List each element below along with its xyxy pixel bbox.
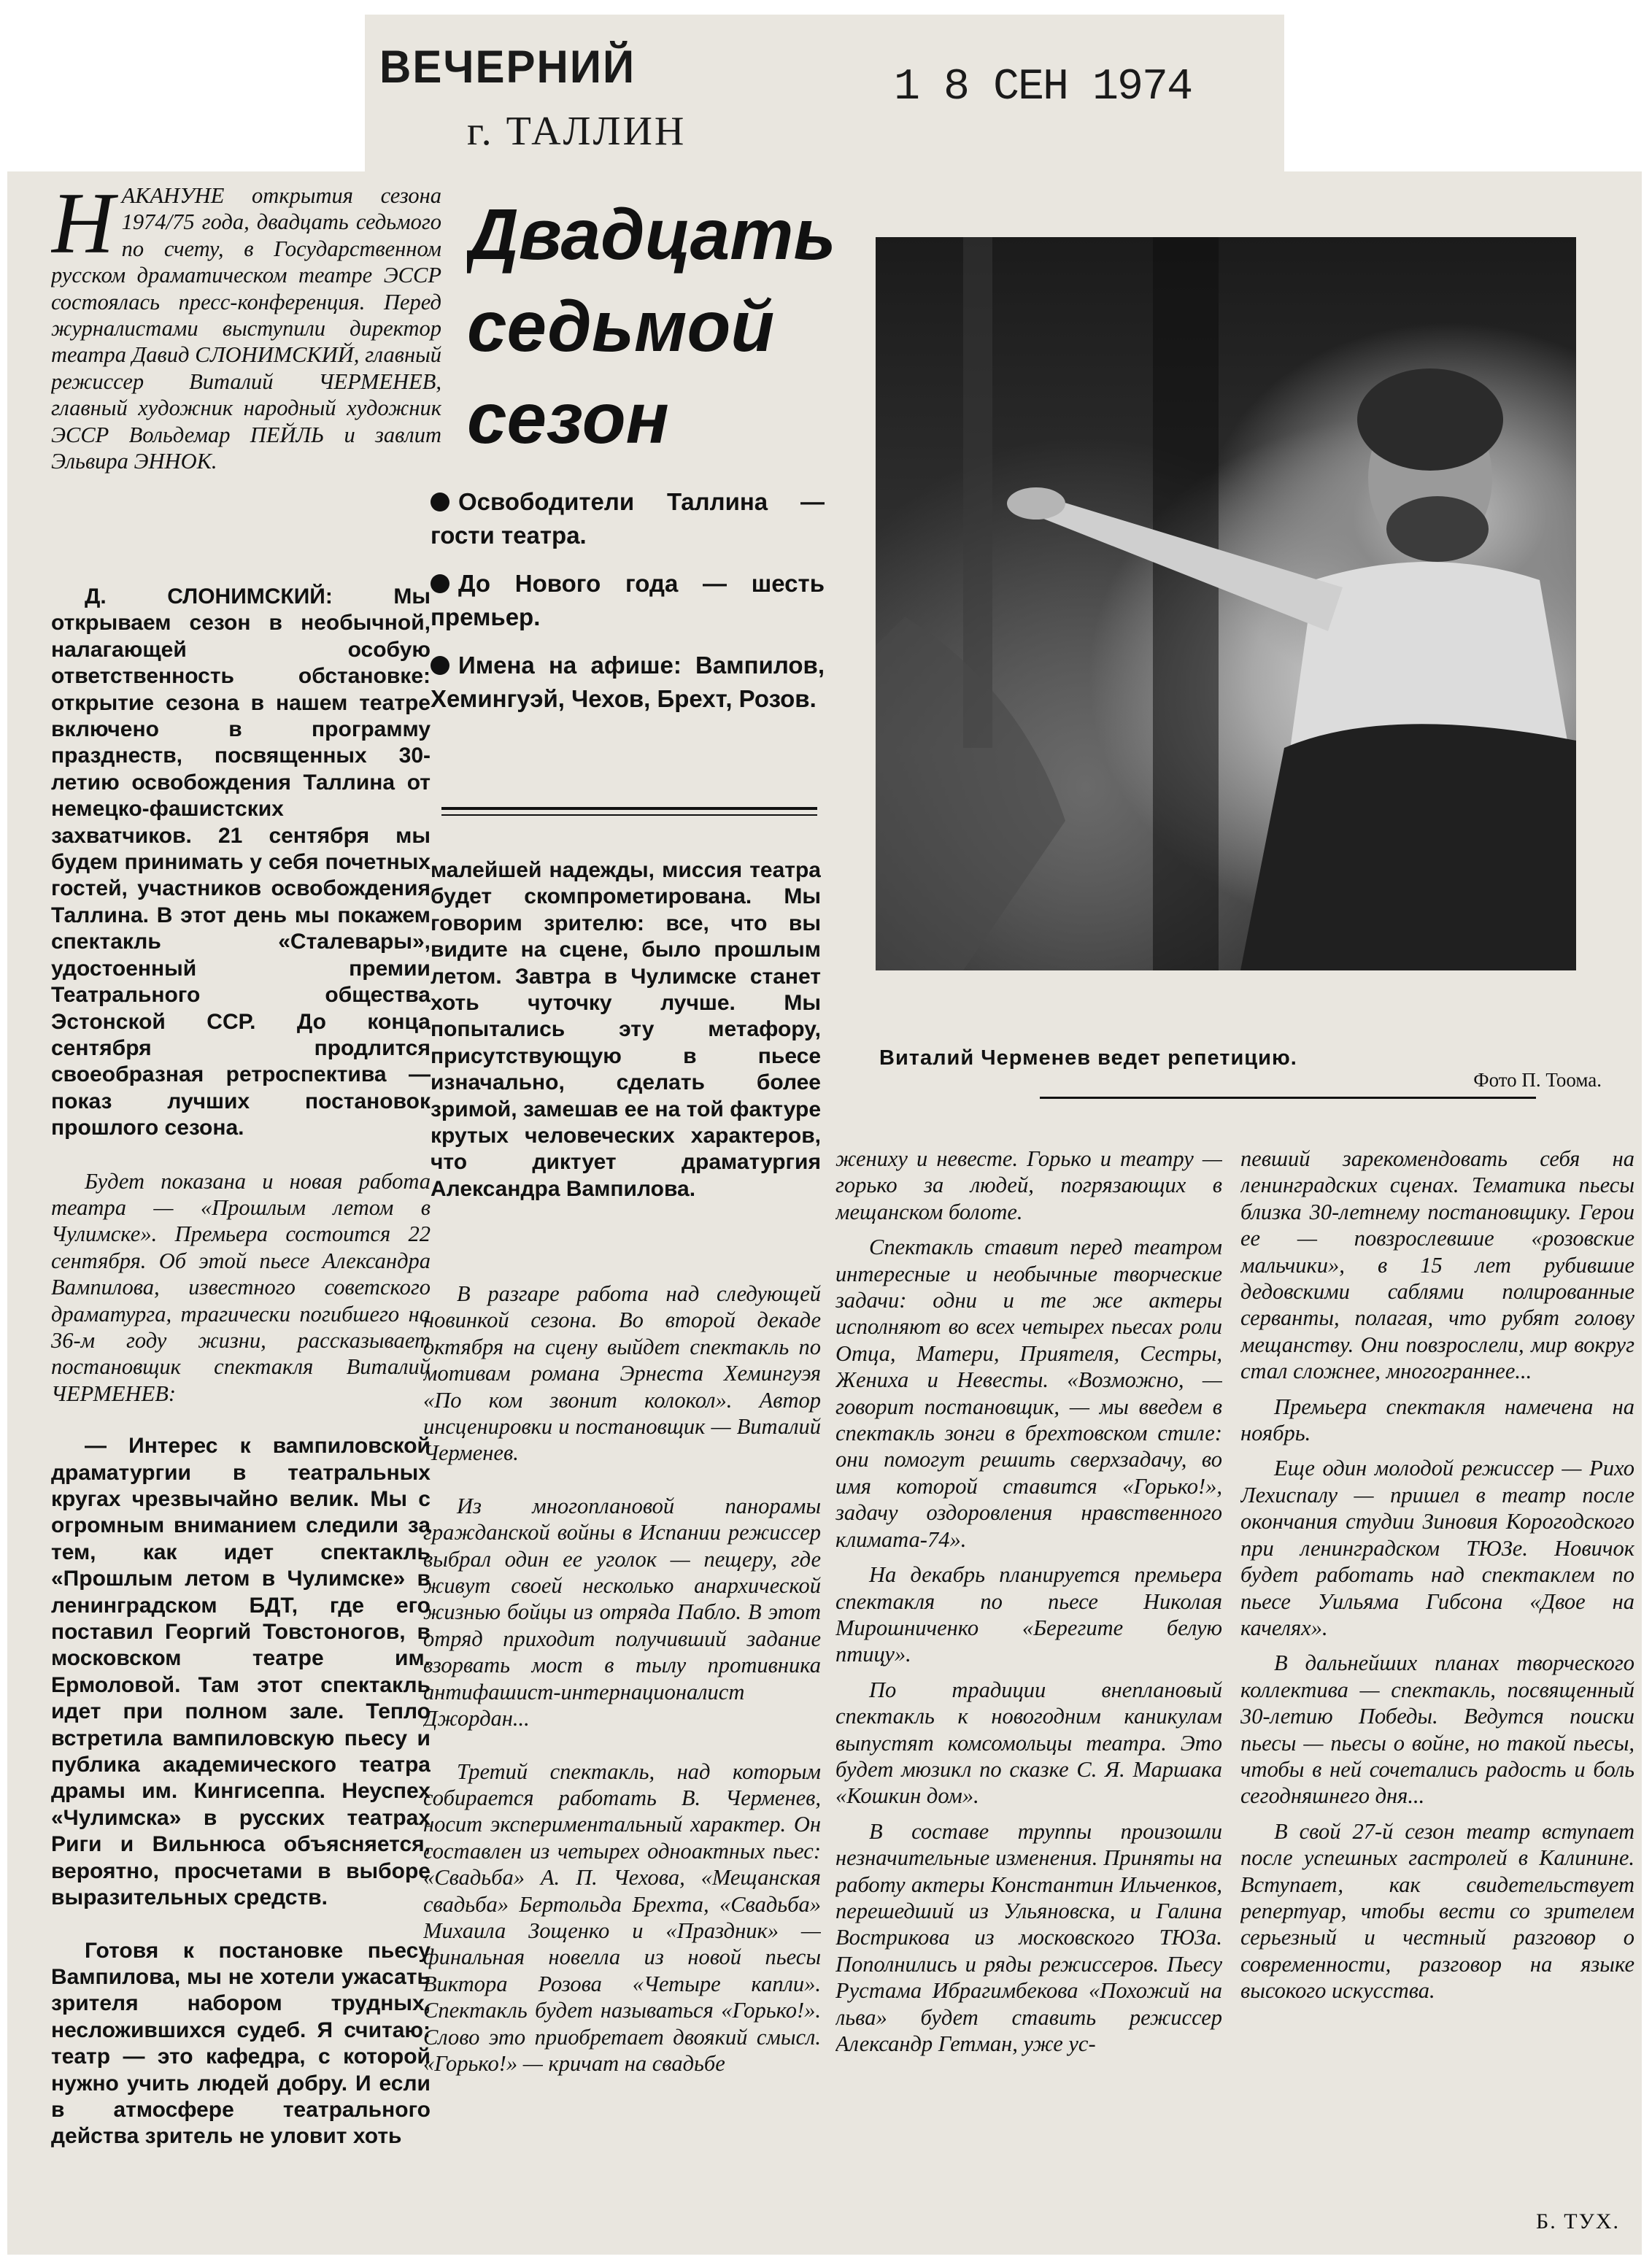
divider-rule — [441, 807, 817, 810]
drop-cap: Н — [51, 182, 115, 271]
headline-line-2: седьмой — [467, 286, 775, 366]
photo-illustration — [876, 237, 1576, 970]
newspaper-title: ВЕЧЕРНИЙ — [379, 41, 636, 93]
column-4 — [1240, 1146, 1634, 2225]
article-intro — [51, 182, 441, 576]
paragraph: Д. СЛОНИМСКИЙ: Мы открываем сезон в необычной, налагающей особую ответственность обстановке: открытие сезона в нашем театре включено в программу празднеств, посвященных 30-летию освобождения Таллина от немецко-фашистских захватчиков. 21 сентября мы будем принимать у себя почетных гостей, участников освобождения Таллина. В этот день мы покажем спектакль «Сталевары», удостоенный премии Театрального общества Эстонской ССР. До конца сентября продлится своеобразная ретроспектива — показ лучших постановок прошлого сезона. — [51, 584, 431, 1140]
photo-credit: Фото П. Тоома. — [1473, 1069, 1602, 1091]
paragraph: Будет показана и новая работа театра — «Прошлым летом в Чулимске». Премьера состоится 22 сентября. Об этой пьесе Александра Вампилова, известного советского драматурга, трагически погибшего на 36-м году жизни, рассказывает постановщик спектакля Виталий ЧЕРМЕНЕВ: — [51, 1168, 431, 1406]
bullet-dot-icon — [431, 574, 449, 593]
paragraph: По традиции внеплановый спектакль к новогодним каникулам выпустят комсомольцы театра. Это будет мюзикл по сказке С. Я. Маршака «Кошкин дом». — [835, 1677, 1222, 1809]
column-1 — [51, 584, 431, 2233]
paragraph: Спектакль ставит перед театром интересные и необычные творческие задачи: одни и те же актеры исполняют во всех четырех пьесах роли Отца, Матери, Приятеля, Сестры, Жениха и Невесты. «Возможно, — говорит постановщик, — мы введем в спектакль зонги в брехтовском стиле: они помогут решить сверхзадачу, во имя которой ставится «Горько!», задачу оздоровления нравственного климата-74». — [835, 1235, 1222, 1552]
paragraph: малейшей надежды, миссия театра будет скомпрометирована. Мы говорим зрителю: все, что вы видите на сцене, было прошлым летом. Завтра в Чулимске станет хоть чуточку лучше. Мы попытались эту метафору, присутствующую в пьесе изначально, сделать более зримой, замешав ее на той фактуре крутых человеческих характеров, что диктует драматургия Александра Вампилова. — [431, 858, 821, 1201]
rehearsal-photo — [876, 237, 1576, 970]
paragraph: Еще один молодой режиссер — Рихо Лехиспалу — пришел в театр после окончания студии Зиновия Корогодского при ленинградском ТЮЗе. Новичок будет работать над спектаклем по пьесе Уильяма Гибсона «Двое на качелях». — [1240, 1456, 1634, 1640]
paragraph: В разгаре работа над следующей новинкой сезона. Во второй декаде октября на сцену выйдет спектакль по мотивам романа Эрнеста Хемингуэя «По ком звонит колокол». Автор инсценировки и постановщик — Виталий Черменев. — [423, 1281, 821, 1466]
intro-paragraph: АКАНУНЕ открытия сезона 1974/75 года, двадцать седьмого по счету, в Государственном русском драматическом театре ЭССР состоялась пресс-конференция. Перед журналистами выступили директор театра Давид СЛОНИМСКИЙ, главный режиссер Виталий ЧЕРМЕНЕВ, главный художник народный художник ЭССР Вольдемар ПЕЙЛЬ и завлит Эльвира ЭННОК. — [51, 183, 441, 474]
subheading-bullets — [431, 485, 825, 770]
paragraph: В дальнейших планах творческого коллектива — спектакль, посвященный 30-летию Победы. Ведутся поиски пьесы — пьесы о войне, но такой пьесы, чтобы в ней сочетались радость и боль сегодняшнего дня... — [1240, 1650, 1634, 1809]
paragraph: жениху и невесте. Горько и театру — горько за людей, погрязающих в мещанском болоте. — [835, 1146, 1222, 1224]
date-stamp: 1 8 СЕН 1974 — [894, 63, 1192, 112]
paragraph: В свой 27-й сезон театр вступает после успешных гастролей в Калинине. Вступает, как свидетельствует репертуар, чтобы вести со зрителем серьезный и честный разговор о современности, разговор на языке высокого искусства. — [1240, 1818, 1634, 2004]
photo-caption: Виталий Черменев ведет репетицию. — [879, 1046, 1297, 1070]
paragraph: — Интерес к вампиловской драматургии в театральных кругах чрезвычайно велик. Мы с огромным вниманием следили за тем, как идет спектакль «Прошлым летом в Чулимске» в ленинградском БДТ, где его поставил Георгий Товстоногов, в московском театре им. Ермоловой. Там этот спектакль идет при полном зале. Тепло встретила вампиловскую пьесу и публика академического театра драмы им. Кингисеппа. Неуспех «Чулимска» в русских театрах Риги и Вильнюса объясняется, вероятно, просчетами в выборе выразительных средств. — [51, 1434, 431, 1910]
paragraph: Премьера спектакля намечена на ноябрь. — [1240, 1394, 1634, 1446]
article-headline — [467, 188, 876, 466]
column-2 — [423, 1281, 821, 2229]
paragraph: На декабрь планируется премьера спектакля по пьесе Николая Мирошниченко «Берегите белую птицу». — [835, 1562, 1222, 1667]
divider-rule — [441, 814, 817, 816]
city-stamp: г. ТАЛЛИН — [467, 109, 687, 154]
paragraph: Готовя к постановке пьесу Вампилова, мы не хотели ужасать зрителя набором трудных, несложившихся судеб. Я считаю: театр — это кафедра, с которой нужно учить людей добру. И если в атмосфере театрального действа зритель не уловит хоть — [51, 1938, 431, 2149]
bullet-item: Освободители Таллина — гости театра. — [431, 488, 825, 549]
paragraph: Третий спектакль, над которым собирается работать В. Черменев, носит экспериментальный характер. Он составлен из четырех одноактных пьес: «Свадьба» А. П. Чехова, «Мещанская свадьба» Бертольда Брехта, «Свадьба» Михаила Зощенко и «Праздник» — финальная новелла из новой пьесы Виктора Розова «Четыре капли». Спектакль будет называться «Горько!». Слово это приобретает двоякий смысл. «Горько!» — кричат на свадьбе — [423, 1758, 821, 2076]
bullet-dot-icon — [431, 656, 449, 675]
bullet-item: До Нового года — шесть премьер. — [431, 570, 825, 630]
paragraph: Из многоплановой панорамы гражданской войны в Испании режиссер выбрал один ее уголок — пещеру, где живут своей несколько анархической жизнью бойцы из отряда Пабло. В этот отряд приходит получивший задание взорвать мост в тылу противника антифашист-интернационалист Джордан... — [423, 1493, 821, 1731]
column-3 — [835, 1146, 1222, 2233]
bullet-item: Имена на афише: Вампилов, Хемингуэй, Чехов, Брехт, Розов. — [431, 652, 825, 712]
author-signature: Б. ТУХ. — [1536, 2209, 1620, 2233]
caption-rule — [1040, 1097, 1536, 1099]
headline-line-3: сезон — [467, 378, 669, 458]
headline-line-1: Двадцать — [467, 194, 836, 274]
paragraph: В составе труппы произошли незначительные изменения. Приняты на работу актеры Константин Ильченков, перешедший из Ульяновска, и Галина Вострикова из московского ТЮЗа. Пополнились и ряды режиссеров. Пьесу Рустама Ибрагимбекова «Похожий на льва» будет ставить режиссер Александр Гетман, уже ус- — [835, 1818, 1222, 2056]
paragraph: певший зарекомендовать себя на ленинградских сценах. Тематика пьесы близка 30-летнему постановщику. Герои ее — повзрослевшие «розовские мальчики», в 15 лет рубившие дедовскими саблями полированные серванты, полагая, что рубят голову мещанству. Они повзрослели, мир вокруг стал сложнее, многограннее... — [1240, 1146, 1634, 1384]
